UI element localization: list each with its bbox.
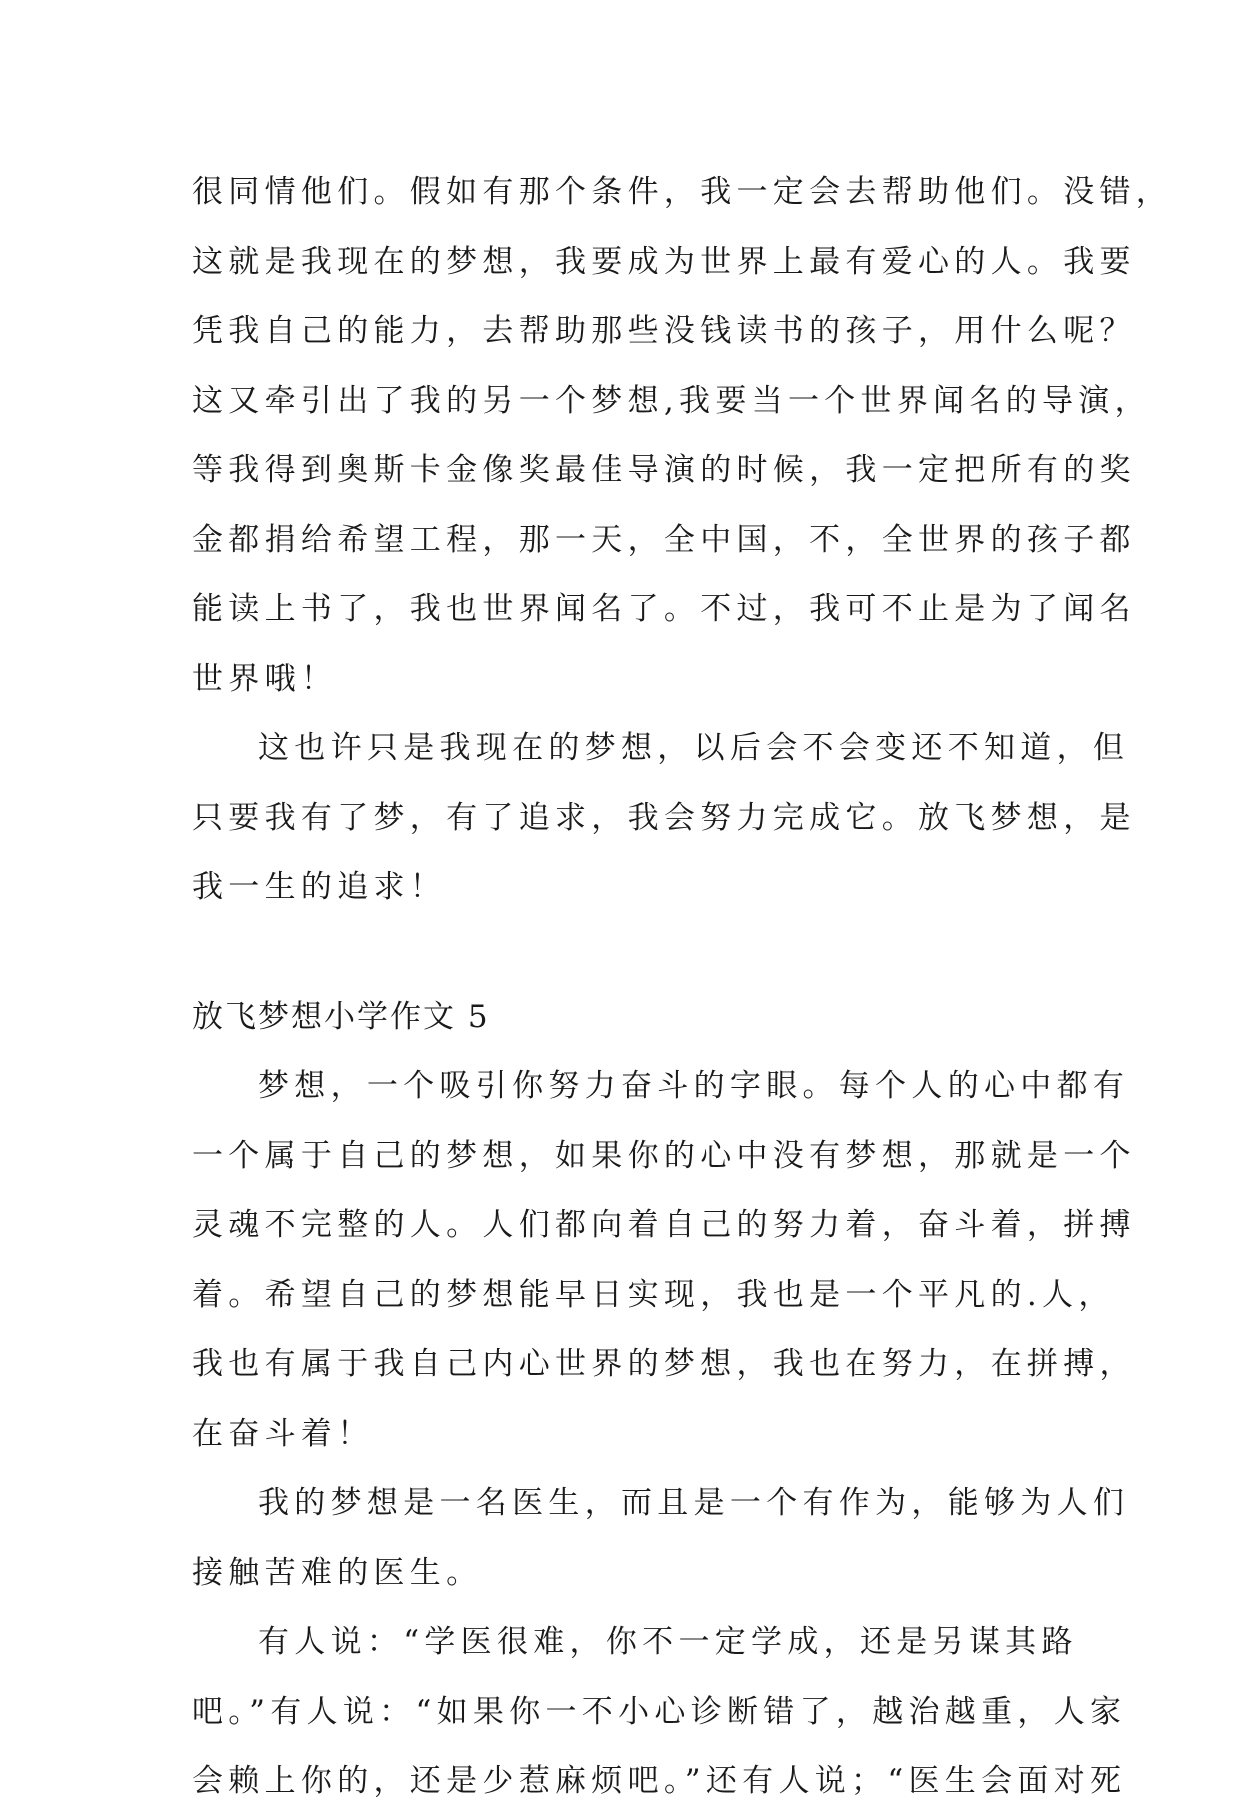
section-title: 放飞梦想小学作文 5 <box>192 998 490 1035</box>
text-line: 只要我有了梦，有了追求，我会努力完成它。放飞梦想，是 <box>192 799 1136 836</box>
text-line: 有人说：“学医很难，你不一定学成，还是另谋其路 <box>258 1624 1078 1660</box>
text-line: 灵魂不完整的人。人们都向着自己的努力着，奋斗着，拼搏 <box>192 1207 1136 1243</box>
paragraph <box>192 1052 1136 1469</box>
text-line: 这又牵引出了我的另一个梦想,我要当一个世界闻名的导演， <box>192 382 1151 419</box>
text-line: 很同情他们。假如有那个条件，我一定会去帮助他们。没错， <box>192 174 1173 210</box>
paragraph <box>192 1469 1130 1608</box>
text-line: 等我得到奥斯卡金像奖最佳导演的时候，我一定把所有的奖 <box>192 452 1136 488</box>
section-gap <box>192 923 1052 983</box>
text-line: 世界哦！ <box>192 660 338 697</box>
text-line: 会赖上你的，还是少惹麻烦吧。”还有人说；“医生会面对死 <box>192 1763 1127 1799</box>
text-line: 能读上书了，我也世界闻名了。不过，我可不止是为了闻名 <box>192 591 1136 627</box>
text-line: 这也许只是我现在的梦想，以后会不会变还不知道，但 <box>258 730 1130 766</box>
text-line: 吧。”有人说：“如果你一不小心诊断错了，越治越重，人家 <box>192 1693 1127 1730</box>
text-line: 金都捐给希望工程，那一天，全中国，不，全世界的孩子都 <box>192 521 1136 558</box>
text-line: 我的梦想是一名医生，而且是一个有作为，能够为人们 <box>258 1485 1130 1521</box>
text-line: 凭我自己的能力，去帮助那些没钱读书的孩子，用什么呢？ <box>192 313 1136 349</box>
paragraph <box>192 158 1173 714</box>
text-line: 这就是我现在的梦想，我要成为世界上最有爱心的人。我要 <box>192 243 1136 280</box>
text-line: 我也有属于我自己内心世界的梦想，我也在努力，在拼搏， <box>192 1346 1136 1382</box>
text-line: 我一生的追求！ <box>192 869 447 905</box>
text-line: 着。希望自己的梦想能早日实现，我也是一个平凡的.人， <box>192 1276 1115 1313</box>
document-body <box>192 158 1173 1817</box>
paragraph <box>192 1608 1127 1817</box>
text-line: 一个属于自己的梦想，如果你的心中没有梦想，那就是一个 <box>192 1137 1136 1174</box>
text-line: 在奋斗着！ <box>192 1415 374 1452</box>
paragraph <box>192 714 1136 923</box>
text-line: 梦想，一个吸引你努力奋斗的字眼。每个人的心中都有 <box>258 1068 1130 1104</box>
text-line: 接触苦难的医生。 <box>192 1554 483 1591</box>
